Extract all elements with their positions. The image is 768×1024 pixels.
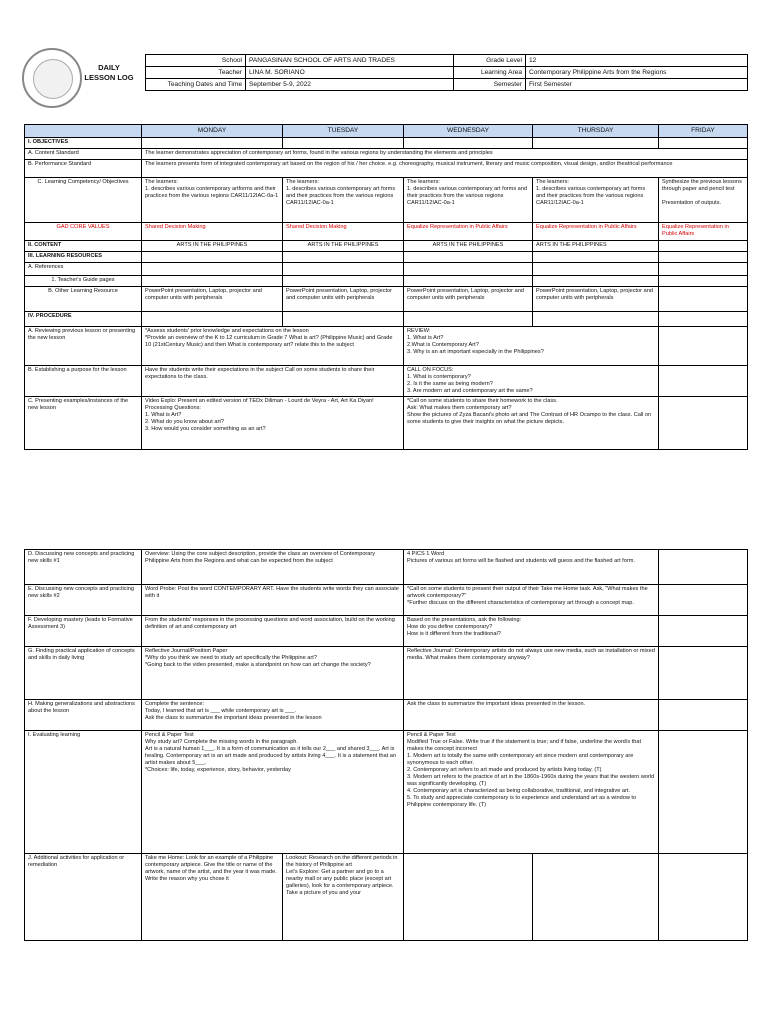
empty-cell: [659, 276, 748, 287]
procedure-g-label: G. Finding practical application of concepts and skills in daily living: [25, 647, 142, 700]
other-resources-wednesday: PowerPoint presentation, Laptop, projector and computer units with peripherals: [404, 287, 533, 312]
procedure-h-label: H. Making generalizations and abstractions about the lesson: [25, 700, 142, 731]
empty-cell: [533, 138, 659, 149]
procedure-e-row: [25, 585, 748, 616]
empty-cell: [659, 263, 748, 276]
competency-label: C. Learning Competency/ Objectives: [25, 178, 142, 223]
empty-cell: [659, 616, 748, 647]
semester-label: Semester: [454, 79, 526, 91]
procedure-d-wed-thu: 4 PICS 1 Word Pictures of various art forms will be flashed and students will guess and the flashed art form.: [404, 550, 659, 585]
content-wednesday: ARTS IN THE PHILIPPINES: [404, 241, 533, 252]
procedure-i-label: I. Evaluating learning: [25, 731, 142, 854]
empty-cell: [283, 263, 404, 276]
title-line-daily: DAILY: [98, 63, 120, 72]
references-row: [25, 263, 748, 276]
procedure-j-monday: Take me Home: Look for an example of a Philippine contemporary artpiece. Give the title or name of the artwork, name of the artist, and the year it was made. Write the reason why you chose it: [142, 854, 283, 941]
empty-cell: [404, 312, 533, 327]
empty-cell: [533, 312, 659, 327]
procedure-row: [25, 312, 748, 327]
empty-cell: [142, 263, 283, 276]
empty-cell: [659, 700, 748, 731]
procedure-b-label: B. Establishing a purpose for the lesson: [25, 366, 142, 397]
procedure-h-wed-thu: Ask the class to summarize the important ideas presented in the lesson.: [404, 700, 659, 731]
empty-cell: [142, 276, 283, 287]
procedure-h-mon-tue: Complete the sentence: Today, I learned that art is ___ while contemporary art is ___. Ask the class to summarize the important ideas presented in the lesson: [142, 700, 404, 731]
empty-cell: [659, 327, 748, 366]
procedure-e-label: E. Discussing new concepts and practicing new skills #2: [25, 585, 142, 616]
content-row: [25, 241, 748, 252]
gad-tuesday: Shared Decision Making: [283, 223, 404, 241]
teacher-label: Teacher: [146, 67, 246, 79]
content-standard-text: The learner demonstrates appreciation of contemporary art forms, found in the various regions by understanding the elements and principles: [142, 149, 748, 160]
empty-cell: [659, 287, 748, 312]
empty-cell: [659, 647, 748, 700]
procedure-i-wed-thu: Pencil & Paper Test Modified True or False. Write true if the statement is true; and if false, underline the word/s that makes the concept incorrect 1. Modern art is totally the same with contemporary art since modern and contemporary are synonymous to each other. 2. Contemporary art refers to art made and produced by artists living today. (T) 3. Modern art refers to the practice of art in the 1860s-1960s during the years that the western world was significantly developing. (T) 4. Contemporary art is characterized as being collaborative, traditional, and integrative art. 5. To study and appreciate contemporary is to experience and understand art as a window to Philippine contemporary life. (T): [404, 731, 659, 854]
learning-area-value: Contemporary Philippine Arts from the Regions: [526, 67, 748, 79]
empty-cell: [283, 276, 404, 287]
deped-seal-logo: [22, 48, 82, 108]
procedure-c-row: [25, 397, 748, 450]
procedure-g-wed-thu: Reflective Journal: Contemporary artists do not always use new media, such as installation or mixed media. What makes them contemporary anyway?: [404, 647, 659, 700]
content-monday: ARTS IN THE PHILIPPINES: [142, 241, 283, 252]
teachers-guide-row: [25, 276, 748, 287]
procedure-a-wed-thu: REVIEW: 1. What is Art? 2.What is Contemporary Art? 3. Why is an art important especially in the Philippines?: [404, 327, 659, 366]
day-header-blank: [25, 125, 142, 138]
procedure-d-mon-tue: Overview: Using the core subject description, provide the class an overview of Contemporary Philippine Arts from the Regions and what can be expected from the subject: [142, 550, 404, 585]
semester-value: First Semester: [526, 79, 748, 91]
procedure-a-label: A. Reviewing previous lesson or presenting the new lesson: [25, 327, 142, 366]
empty-cell: [404, 252, 533, 263]
objectives-row: [25, 138, 748, 149]
day-header-row: [25, 125, 748, 138]
performance-standard-text: The learners presents form of integrated contemporary art based on the region of his / her choice. e.g. choreography, musical instrument, literary and music composition, visual design, and/or theatrical performance: [142, 160, 748, 178]
competency-monday: The learners: 1. describes various contemporary artforms and their practices from the various regions CAR11/12IAC-0a-1: [142, 178, 283, 223]
procedure-j-tuesday: Lookout: Research on the different periods in the history of Philippine art Let's Explore: Get a partner and go to a nearby mall or any public place (except art galleries), look for a contemporary artpiece. Take a picture of you and your: [283, 854, 404, 941]
procedure-j-label: J. Additional activities for application or remediation: [25, 854, 142, 941]
procedure-c-mon-tue: Video Explo: Present an edited version of TEDx Diliman - Lourd de Veyra - Art, Art Ka Diyan! Processing Questions: 1. What is Art? 2. What do you know about art? 3. How would you consider something as an art?: [142, 397, 404, 450]
day-header-tuesday: TUESDAY: [283, 125, 404, 138]
learning-area-label: Learning Area: [454, 67, 526, 79]
empty-cell: [659, 550, 748, 585]
competency-row: [25, 178, 748, 223]
procedure-e-wed-thu: *Call on some students to present their output of their Take me Home task. Ask, "What makes the artwork contemporary?" *Further discuss on the different characteristics of contemporary art through a concept map.: [404, 585, 659, 616]
header-row-teacher: [146, 67, 748, 79]
procedure-d-label: D. Discussing new concepts and practicing new skills #1: [25, 550, 142, 585]
procedure-e-mon-tue: Word Probe: Post the word CONTEMPORARY ART. Have the students write words they can associate with it: [142, 585, 404, 616]
empty-cell: [404, 263, 533, 276]
empty-cell: [659, 366, 748, 397]
other-resources-label: B. Other Learning Resource: [25, 287, 142, 312]
header-row-school: [146, 55, 748, 67]
dates-label: Teaching Dates and Time: [146, 79, 246, 91]
other-resources-thursday: PowerPoint presentation, Laptop, projector and computer units with peripherals: [533, 287, 659, 312]
empty-cell: [283, 252, 404, 263]
gad-friday: Equalize Representation in Public Affairs: [659, 223, 748, 241]
header-info-table: [145, 54, 748, 91]
day-header-thursday: THURSDAY: [533, 125, 659, 138]
school-label: School: [146, 55, 246, 67]
empty-cell: [659, 312, 748, 327]
empty-cell: [659, 138, 748, 149]
empty-cell: [404, 138, 533, 149]
content-standard-row: [25, 149, 748, 160]
dates-value: September 5-9, 2022: [246, 79, 454, 91]
content-tuesday: ARTS IN THE PHILIPPINES: [283, 241, 404, 252]
procedure-b-wed-thu: CALL ON FOCUS: 1. What is contemporary? 2. Is it the same as being modern? 3. Are modern art and contemporary art the same?: [404, 366, 659, 397]
procedure-f-wed-thu: Based on the presentations, ask the following: How do you define contemporary? How is it different from the traditional?: [404, 616, 659, 647]
learning-resources-label: III. LEARNING RESOURCES: [25, 252, 142, 263]
content-thursday: ARTS IN THE PHILIPPINES: [533, 241, 659, 252]
teachers-guide-label: 1. Teacher's Guide pages: [25, 276, 142, 287]
procedure-f-mon-tue: From the students' responses in the processing questions and word association, build on the working definition of art and contemporary art: [142, 616, 404, 647]
procedure-a-mon-tue: *Assess students' prior knowledge and expectations on the lesson *Provide an overview of the K to 12 curriculum in Grade 7 What is art? (Philippine Music) and Grade 10 (21stCentury Music) and then What is contemporary art? relate this to the subject: [142, 327, 404, 366]
day-header-wednesday: WEDNESDAY: [404, 125, 533, 138]
empty-cell: [404, 854, 533, 941]
competency-wednesday: The learners: 1. describes various contemporary art forms and their practices from the various regions CAR11/12IAC-0a-1: [404, 178, 533, 223]
procedure-g-mon-tue: Reflective Journal/Position Paper *Why do you think we need to study art specifically the Philippine art? *Going back to the video presented, make a standpoint on how can art change the society?: [142, 647, 404, 700]
gad-wednesday: Equalize Representation in Public Affairs: [404, 223, 533, 241]
empty-cell: [659, 397, 748, 450]
procedure-j-row: [25, 854, 748, 941]
procedure-a-row: [25, 327, 748, 366]
empty-cell: [533, 252, 659, 263]
procedure-i-row: [25, 731, 748, 854]
lesson-log-table-page2: [24, 549, 748, 941]
empty-cell: [659, 731, 748, 854]
empty-cell: [533, 276, 659, 287]
procedure-g-row: [25, 647, 748, 700]
page-title: [74, 63, 144, 83]
empty-cell: [404, 276, 533, 287]
empty-cell: [533, 854, 659, 941]
competency-thursday: The learners: 1. describes various contemporary art forms and their practices from the various regions CAR11/12IAC-0a-1: [533, 178, 659, 223]
performance-standard-row: [25, 160, 748, 178]
content-label: II. CONTENT: [25, 241, 142, 252]
procedure-f-row: [25, 616, 748, 647]
empty-cell: [142, 252, 283, 263]
grade-level-value: 12: [526, 55, 748, 67]
school-value: PANGASINAN SCHOOL OF ARTS AND TRADES: [246, 55, 454, 67]
empty-cell: [283, 138, 404, 149]
day-header-friday: FRIDAY: [659, 125, 748, 138]
empty-cell: [142, 138, 283, 149]
procedure-label: IV. PROCEDURE: [25, 312, 142, 327]
procedure-f-label: F. Developing mastery (leads to Formative Assessment 3): [25, 616, 142, 647]
empty-cell: [533, 263, 659, 276]
gad-monday: Shared Decision Making: [142, 223, 283, 241]
day-header-monday: MONDAY: [142, 125, 283, 138]
performance-standard-label: B. Performance Standard: [25, 160, 142, 178]
grade-level-label: Grade Level: [454, 55, 526, 67]
empty-cell: [659, 252, 748, 263]
procedure-c-label: C. Presenting examples/instances of the new lesson: [25, 397, 142, 450]
other-resources-row: [25, 287, 748, 312]
procedure-i-mon-tue: Pencil & Paper Test Why study art? Complete the missing words in the paragraph. Art is a natural human 1___. It is a form of communication as it tells our 2___ and shared 3___. Art is healing. Contemporary art is an art made and produced by artists living 4___. It is a statement that an artist makes about 5___. *Choices: life, today, experience, story, behavior, yesterday: [142, 731, 404, 854]
gad-core-values-row: [25, 223, 748, 241]
other-resources-tuesday: PowerPoint presentation, Laptop, projector and computer units with peripherals: [283, 287, 404, 312]
empty-cell: [659, 241, 748, 252]
empty-cell: [659, 854, 748, 941]
procedure-b-mon-tue: Have the students write their expectations in the subject Call on some students to share their expectations to the class.: [142, 366, 404, 397]
competency-friday: Synthesize the previous lessons through paper and pencil test Presentation of outputs.: [659, 178, 748, 223]
content-standard-label: A. Content Standard: [25, 149, 142, 160]
other-resources-monday: PowerPoint presentation, Laptop, projector and computer units with peripherals: [142, 287, 283, 312]
competency-tuesday: The learners: 1. describes various contemporary art forms and their practices from the various regions CAR11/12IAC-0a-1: [283, 178, 404, 223]
learning-resources-row: [25, 252, 748, 263]
procedure-c-wed-thu: *Call on some students to share their homework to the class. Ask: What makes them contemporary art? Show the pictures of Zyza Bacani's photo art and The Contrast of HR Ocampo to the class. Call on some students to give their insights on what the picture depicts.: [404, 397, 659, 450]
procedure-b-row: [25, 366, 748, 397]
procedure-h-row: [25, 700, 748, 731]
lesson-log-table-page1: [24, 124, 748, 450]
title-line-lesson-log: LESSON LOG: [84, 73, 134, 82]
gad-thursday: Equalize Representation in Public Affairs: [533, 223, 659, 241]
header-row-dates: [146, 79, 748, 91]
empty-cell: [142, 312, 283, 327]
procedure-d-row: [25, 550, 748, 585]
references-label: A. References: [25, 263, 142, 276]
empty-cell: [659, 585, 748, 616]
gad-core-values-label: GAD CORE VALUES: [25, 223, 142, 241]
teacher-value: LINA M. SORIANO: [246, 67, 454, 79]
empty-cell: [283, 312, 404, 327]
objectives-label: I. OBJECTIVES: [25, 138, 142, 149]
